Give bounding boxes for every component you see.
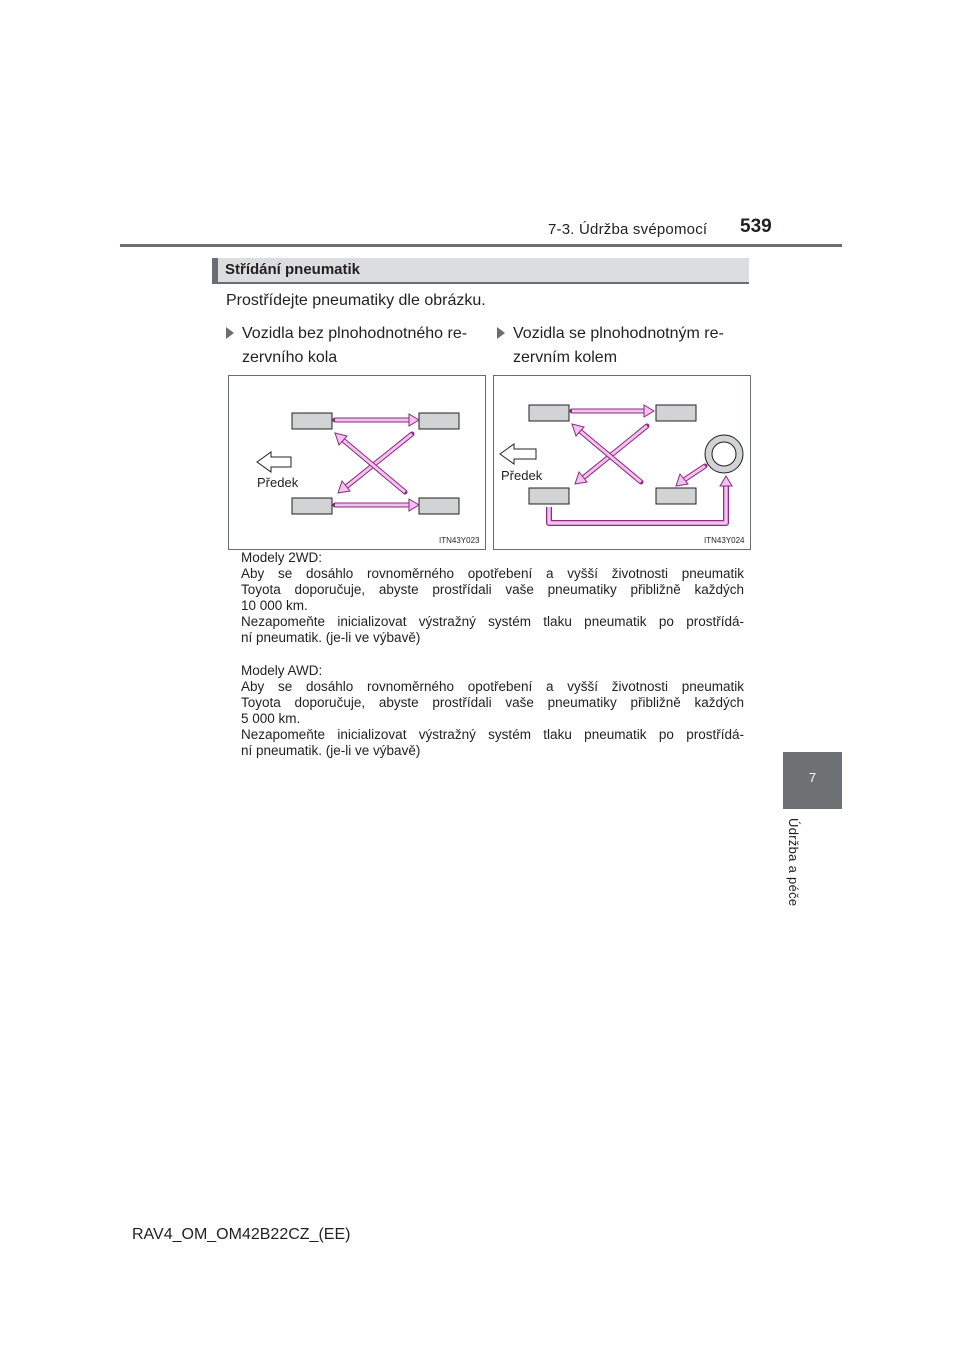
case-label-line1: Vozidla se plnohodnotným re-: [513, 325, 724, 342]
rotation-arrows: [335, 414, 419, 511]
note-awd: [241, 663, 744, 759]
case-label-line1: Vozidla bez plnohodnotného re-: [242, 325, 468, 342]
tire-rear-left: [529, 488, 569, 504]
chapter-number: 7: [808, 770, 817, 785]
rotation-diagram-full-spare: [493, 375, 751, 550]
tire-front-left: [292, 413, 332, 429]
tire-front-right: [419, 413, 459, 429]
rotation-diagram-no-spare: [228, 375, 486, 550]
bullet-triangle-icon: [226, 327, 234, 339]
case-label-no-spare: [226, 322, 476, 370]
tire-rear-right: [656, 488, 696, 504]
bullet-triangle-icon: [497, 327, 505, 339]
note-line: 10 000 km.: [241, 598, 308, 613]
note-heading: Modely 2WD:: [241, 550, 323, 565]
front-label: Předek: [257, 475, 299, 490]
note-heading: Modely AWD:: [241, 663, 323, 678]
tire-rear-right: [419, 498, 459, 514]
note-line: 5 000 km.: [241, 711, 301, 726]
note-line: Nezapomeňte inicializovat výstražný systém tlaku pneumatik po prostřídá-: [241, 727, 744, 742]
document-code-footer: RAV4_OM_OM42B22CZ_(EE): [132, 1226, 351, 1243]
chapter-label: Údržba a péče: [786, 818, 801, 907]
note-line: Toyota doporučuje, abyste prostřídali vaše pneumatiky přibližně každých: [241, 582, 744, 597]
rotation-diagram-svg: [494, 376, 750, 549]
rotation-diagram-svg: [229, 376, 485, 549]
header-section-title: 7-3. Údržba svépomocí: [548, 221, 708, 238]
case-label-line2: zervním kolem: [513, 349, 618, 366]
note-line: Aby se dosáhlo rovnoměrného opotřebení a vyšší životnosti pneumatik: [241, 679, 744, 694]
intro-text: Prostřídejte pneumatiky dle obrázku.: [226, 292, 486, 309]
front-label: Předek: [501, 468, 543, 483]
section-heading-accent: [212, 258, 218, 284]
tire-front-right: [656, 405, 696, 421]
case-label-full-spare: [497, 322, 747, 370]
figure-code: ITN43Y023: [439, 536, 480, 545]
spare-tire-inner: [712, 442, 736, 466]
figure-code: ITN43Y024: [704, 536, 745, 545]
tire-front-left: [529, 405, 569, 421]
note-line: ní pneumatik. (je-li ve výbavě): [241, 743, 421, 758]
tire-rear-left: [292, 498, 332, 514]
front-direction-arrow-icon: [500, 444, 536, 464]
note-line: Toyota doporučuje, abyste prostřídali vaše pneumatiky přibližně každých: [241, 695, 744, 710]
header-divider: [120, 244, 842, 247]
note-line: Nezapomeňte inicializovat výstražný systém tlaku pneumatik po prostřídá-: [241, 614, 744, 629]
note-2wd: [241, 550, 744, 646]
note-line: ní pneumatik. (je-li ve výbavě): [241, 630, 421, 645]
section-title: Střídání pneumatik: [225, 261, 361, 278]
case-label-line2: zervního kola: [242, 349, 338, 366]
page-number: 539: [740, 216, 772, 237]
rotation-arrows: [549, 405, 732, 523]
front-direction-arrow-icon: [257, 452, 291, 472]
note-line: Aby se dosáhlo rovnoměrného opotřebení a vyšší životnosti pneumatik: [241, 566, 744, 581]
